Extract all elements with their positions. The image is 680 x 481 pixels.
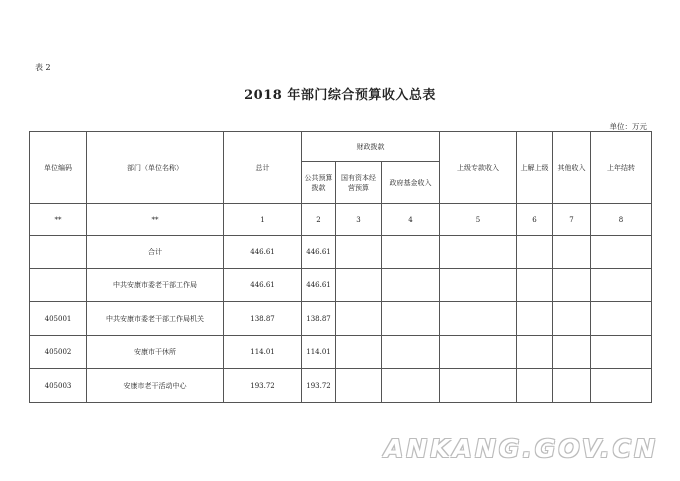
- dept-name-cell: 安康市干休所: [87, 336, 224, 369]
- watermark-logo: ANKANG.GOV.CN: [383, 434, 658, 463]
- dept-name-cell: 中共安康市委老干部工作局机关: [87, 302, 224, 336]
- public-budget-cell: 138.87: [302, 302, 336, 336]
- empty-cell: [440, 236, 517, 269]
- index-cell: **: [30, 204, 87, 236]
- total-cell: 193.72: [224, 369, 302, 403]
- header-fiscal-allocation: 财政拨款: [302, 132, 440, 162]
- header-dept-name: 部门（单位名称）: [87, 132, 224, 204]
- empty-cell: [382, 269, 440, 302]
- table-row: [30, 302, 652, 336]
- empty-cell: [382, 369, 440, 403]
- header-upper-turn: 上解上级: [517, 132, 553, 204]
- index-cell: 4: [382, 204, 440, 236]
- public-budget-cell: 446.61: [302, 269, 336, 302]
- empty-cell: [440, 269, 517, 302]
- empty-cell: [440, 336, 517, 369]
- unit-label: 单位：万元: [609, 122, 647, 131]
- unit-code-cell: 405001: [30, 302, 87, 336]
- empty-cell: [591, 269, 652, 302]
- header-unit-code: 单位编码: [30, 132, 87, 204]
- table-row: [30, 336, 652, 369]
- empty-cell: [553, 336, 591, 369]
- empty-cell: [382, 236, 440, 269]
- dept-name-cell: 安康市老干活动中心: [87, 369, 224, 403]
- header-gov-fund: 政府基金收入: [382, 162, 440, 204]
- header-row: [30, 132, 652, 162]
- table-number-label: 表 2: [35, 63, 51, 72]
- page-title: 2018 年部门综合预算收入总表: [244, 88, 436, 103]
- unit-code-cell: 405003: [30, 369, 87, 403]
- public-budget-cell: 446.61: [302, 236, 336, 269]
- empty-cell: [440, 302, 517, 336]
- public-budget-cell: 114.01: [302, 336, 336, 369]
- index-row: [30, 204, 652, 236]
- header-other-income: 其他收入: [553, 132, 591, 204]
- empty-cell: [336, 369, 382, 403]
- empty-cell: [591, 369, 652, 403]
- public-budget-cell: 193.72: [302, 369, 336, 403]
- empty-cell: [517, 336, 553, 369]
- table-row: [30, 236, 652, 269]
- index-cell: 1: [224, 204, 302, 236]
- empty-cell: [336, 302, 382, 336]
- index-cell: 7: [553, 204, 591, 236]
- index-cell: 3: [336, 204, 382, 236]
- unit-code-cell: 405002: [30, 336, 87, 369]
- empty-cell: [591, 236, 652, 269]
- table-row: [30, 369, 652, 403]
- index-cell: 5: [440, 204, 517, 236]
- empty-cell: [553, 236, 591, 269]
- dept-name-cell: 合计: [87, 236, 224, 269]
- total-cell: 446.61: [224, 236, 302, 269]
- unit-code-cell: [30, 236, 87, 269]
- empty-cell: [336, 336, 382, 369]
- index-cell: **: [87, 204, 224, 236]
- empty-cell: [517, 236, 553, 269]
- budget-income-table: [29, 131, 652, 403]
- index-cell: 6: [517, 204, 553, 236]
- empty-cell: [591, 302, 652, 336]
- header-carryover: 上年结转: [591, 132, 652, 204]
- empty-cell: [336, 269, 382, 302]
- empty-cell: [553, 302, 591, 336]
- empty-cell: [382, 336, 440, 369]
- empty-cell: [553, 369, 591, 403]
- header-state-capital: 国有资本经营预算: [336, 162, 382, 204]
- empty-cell: [440, 369, 517, 403]
- empty-cell: [553, 269, 591, 302]
- index-cell: 2: [302, 204, 336, 236]
- empty-cell: [517, 369, 553, 403]
- empty-cell: [517, 302, 553, 336]
- header-public-budget: 公共预算拨款: [302, 162, 336, 204]
- dept-name-cell: 中共安康市委老干部工作局: [87, 269, 224, 302]
- empty-cell: [517, 269, 553, 302]
- index-cell: 8: [591, 204, 652, 236]
- empty-cell: [336, 236, 382, 269]
- empty-cell: [591, 336, 652, 369]
- total-cell: 446.61: [224, 269, 302, 302]
- table-row: [30, 269, 652, 302]
- header-upper-special: 上级专款收入: [440, 132, 517, 204]
- empty-cell: [382, 302, 440, 336]
- unit-code-cell: [30, 269, 87, 302]
- total-cell: 114.01: [224, 336, 302, 369]
- total-cell: 138.87: [224, 302, 302, 336]
- header-total: 总计: [224, 132, 302, 204]
